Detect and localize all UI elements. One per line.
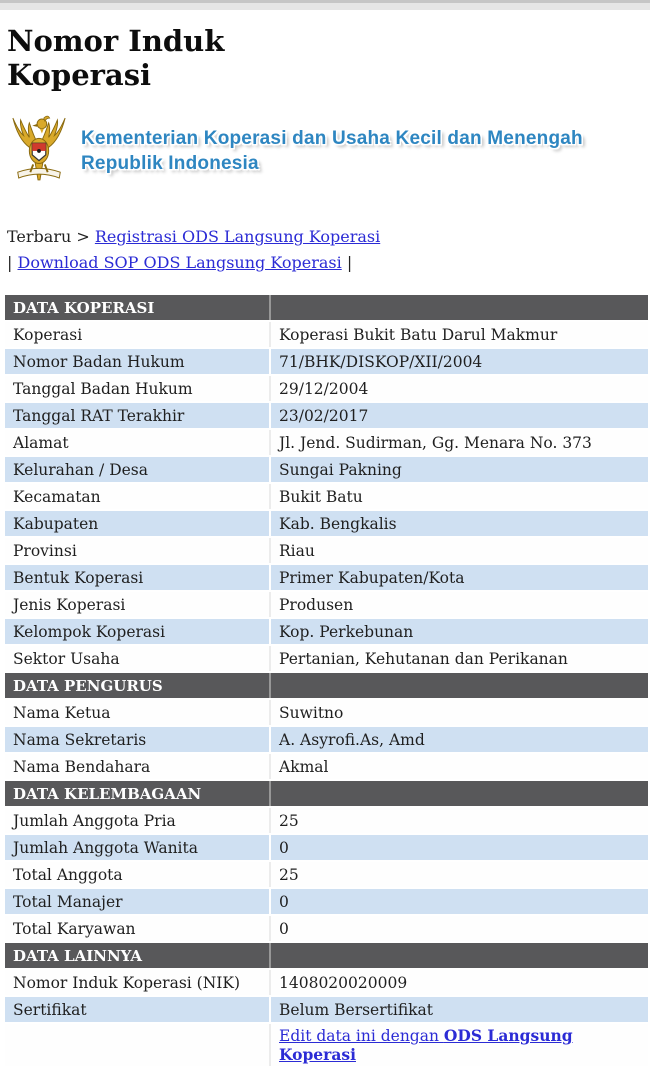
section-title: DATA LAINNYA bbox=[5, 942, 270, 969]
page-title: Nomor Induk Koperasi bbox=[7, 24, 225, 92]
row-value: 0 bbox=[270, 915, 648, 942]
section-header-spacer bbox=[270, 672, 648, 699]
table-row bbox=[5, 348, 648, 375]
table-row bbox=[5, 483, 648, 510]
row-label: Tanggal Badan Hukum bbox=[5, 375, 270, 402]
ministry-name-line2: Republik Indonesia bbox=[81, 153, 259, 175]
section-title: DATA KELEMBAGAAN bbox=[5, 780, 270, 807]
row-label bbox=[5, 1023, 270, 1067]
row-label: Sektor Usaha bbox=[5, 645, 270, 672]
row-label: Nama Sekretaris bbox=[5, 726, 270, 753]
row-value: Sungai Pakning bbox=[270, 456, 648, 483]
row-label: Alamat bbox=[5, 429, 270, 456]
table-row bbox=[5, 834, 648, 861]
section-header-row bbox=[5, 295, 648, 321]
row-label: Koperasi bbox=[5, 321, 270, 348]
row-label: Nomor Badan Hukum bbox=[5, 348, 270, 375]
row-value: Kop. Perkebunan bbox=[270, 618, 648, 645]
table-row bbox=[5, 510, 648, 537]
table-row bbox=[5, 456, 648, 483]
table-row bbox=[5, 591, 648, 618]
table-row bbox=[5, 861, 648, 888]
table-row bbox=[5, 969, 648, 996]
table-row bbox=[5, 618, 648, 645]
row-label: Kelompok Koperasi bbox=[5, 618, 270, 645]
row-label: Jenis Koperasi bbox=[5, 591, 270, 618]
row-label: Kabupaten bbox=[5, 510, 270, 537]
ministry-header bbox=[10, 110, 647, 192]
breadcrumb bbox=[7, 224, 647, 275]
row-label: Nama Ketua bbox=[5, 699, 270, 726]
row-value: 23/02/2017 bbox=[270, 402, 648, 429]
row-label: Provinsi bbox=[5, 537, 270, 564]
row-value bbox=[270, 1023, 648, 1067]
edit-link-bold: ODS Langsung Koperasi bbox=[279, 1026, 573, 1065]
table-row bbox=[5, 402, 648, 429]
row-value: Belum Bersertifikat bbox=[270, 996, 648, 1023]
table-row bbox=[5, 564, 648, 591]
row-label: Total Karyawan bbox=[5, 915, 270, 942]
table-row bbox=[5, 726, 648, 753]
section-title: DATA PENGURUS bbox=[5, 672, 270, 699]
row-value: Akmal bbox=[270, 753, 648, 780]
row-value: Koperasi Bukit Batu Darul Makmur bbox=[270, 321, 648, 348]
row-value: Primer Kabupaten/Kota bbox=[270, 564, 648, 591]
row-value: 25 bbox=[270, 807, 648, 834]
row-label: Bentuk Koperasi bbox=[5, 564, 270, 591]
page-content bbox=[0, 25, 650, 1068]
row-value: Riau bbox=[270, 537, 648, 564]
row-label: Jumlah Anggota Wanita bbox=[5, 834, 270, 861]
row-value: Jl. Jend. Sudirman, Gg. Menara No. 373 bbox=[270, 429, 648, 456]
row-value: 0 bbox=[270, 834, 648, 861]
row-label: Nama Bendahara bbox=[5, 753, 270, 780]
breadcrumb-link-download-sop[interactable]: Download SOP ODS Langsung Koperasi bbox=[17, 252, 342, 272]
row-value: Kab. Bengkalis bbox=[270, 510, 648, 537]
row-label: Nomor Induk Koperasi (NIK) bbox=[5, 969, 270, 996]
section-header-spacer bbox=[270, 295, 648, 321]
table-row bbox=[5, 429, 648, 456]
row-value: Produsen bbox=[270, 591, 648, 618]
row-label: Kelurahan / Desa bbox=[5, 456, 270, 483]
table-row bbox=[5, 915, 648, 942]
table-row bbox=[5, 375, 648, 402]
edit-data-ods-link[interactable] bbox=[279, 1027, 573, 1064]
section-header-row bbox=[5, 672, 648, 699]
table-row bbox=[5, 753, 648, 780]
ministry-name-block bbox=[81, 126, 583, 177]
section-title: DATA KOPERASI bbox=[5, 295, 270, 321]
ministry-name-line1: Kementerian Koperasi dan Usaha Kecil dan Menengah bbox=[81, 127, 583, 149]
table-row bbox=[5, 321, 648, 348]
koperasi-data-table bbox=[5, 295, 648, 1068]
row-label: Kecamatan bbox=[5, 483, 270, 510]
row-label: Tanggal RAT Terakhir bbox=[5, 402, 270, 429]
table-row bbox=[5, 699, 648, 726]
table-row bbox=[5, 645, 648, 672]
row-value: Suwitno bbox=[270, 699, 648, 726]
top-window-strip bbox=[0, 0, 650, 10]
breadcrumb-pipe-open: | bbox=[7, 252, 13, 272]
row-value: Pertanian, Kehutanan dan Perikanan bbox=[270, 645, 648, 672]
breadcrumb-prefix: Terbaru > bbox=[7, 227, 90, 247]
table-row bbox=[5, 888, 648, 915]
row-value: 25 bbox=[270, 861, 648, 888]
row-label: Sertifikat bbox=[5, 996, 270, 1023]
breadcrumb-pipe-close: | bbox=[346, 252, 353, 272]
row-label: Total Anggota bbox=[5, 861, 270, 888]
table-row bbox=[5, 996, 648, 1023]
table-row bbox=[5, 807, 648, 834]
row-value: 71/BHK/DISKOP/XII/2004 bbox=[270, 348, 648, 375]
breadcrumb-link-registrasi-ods[interactable]: Registrasi ODS Langsung Koperasi bbox=[94, 227, 381, 247]
section-header-spacer bbox=[270, 942, 648, 969]
garuda-pancasila-logo-icon bbox=[10, 108, 68, 194]
section-header-row bbox=[5, 780, 648, 807]
section-header-spacer bbox=[270, 780, 648, 807]
edit-link-prefix: Edit data ini dengan bbox=[279, 1027, 444, 1046]
row-value: Bukit Batu bbox=[270, 483, 648, 510]
table-row bbox=[5, 537, 648, 564]
row-value: 0 bbox=[270, 888, 648, 915]
row-value: 1408020020009 bbox=[270, 969, 648, 996]
row-value: 29/12/2004 bbox=[270, 375, 648, 402]
row-label: Total Manajer bbox=[5, 888, 270, 915]
section-header-row bbox=[5, 942, 648, 969]
row-label: Jumlah Anggota Pria bbox=[5, 807, 270, 834]
row-value: A. Asyrofi.As, Amd bbox=[270, 726, 648, 753]
table-row bbox=[5, 1023, 648, 1067]
